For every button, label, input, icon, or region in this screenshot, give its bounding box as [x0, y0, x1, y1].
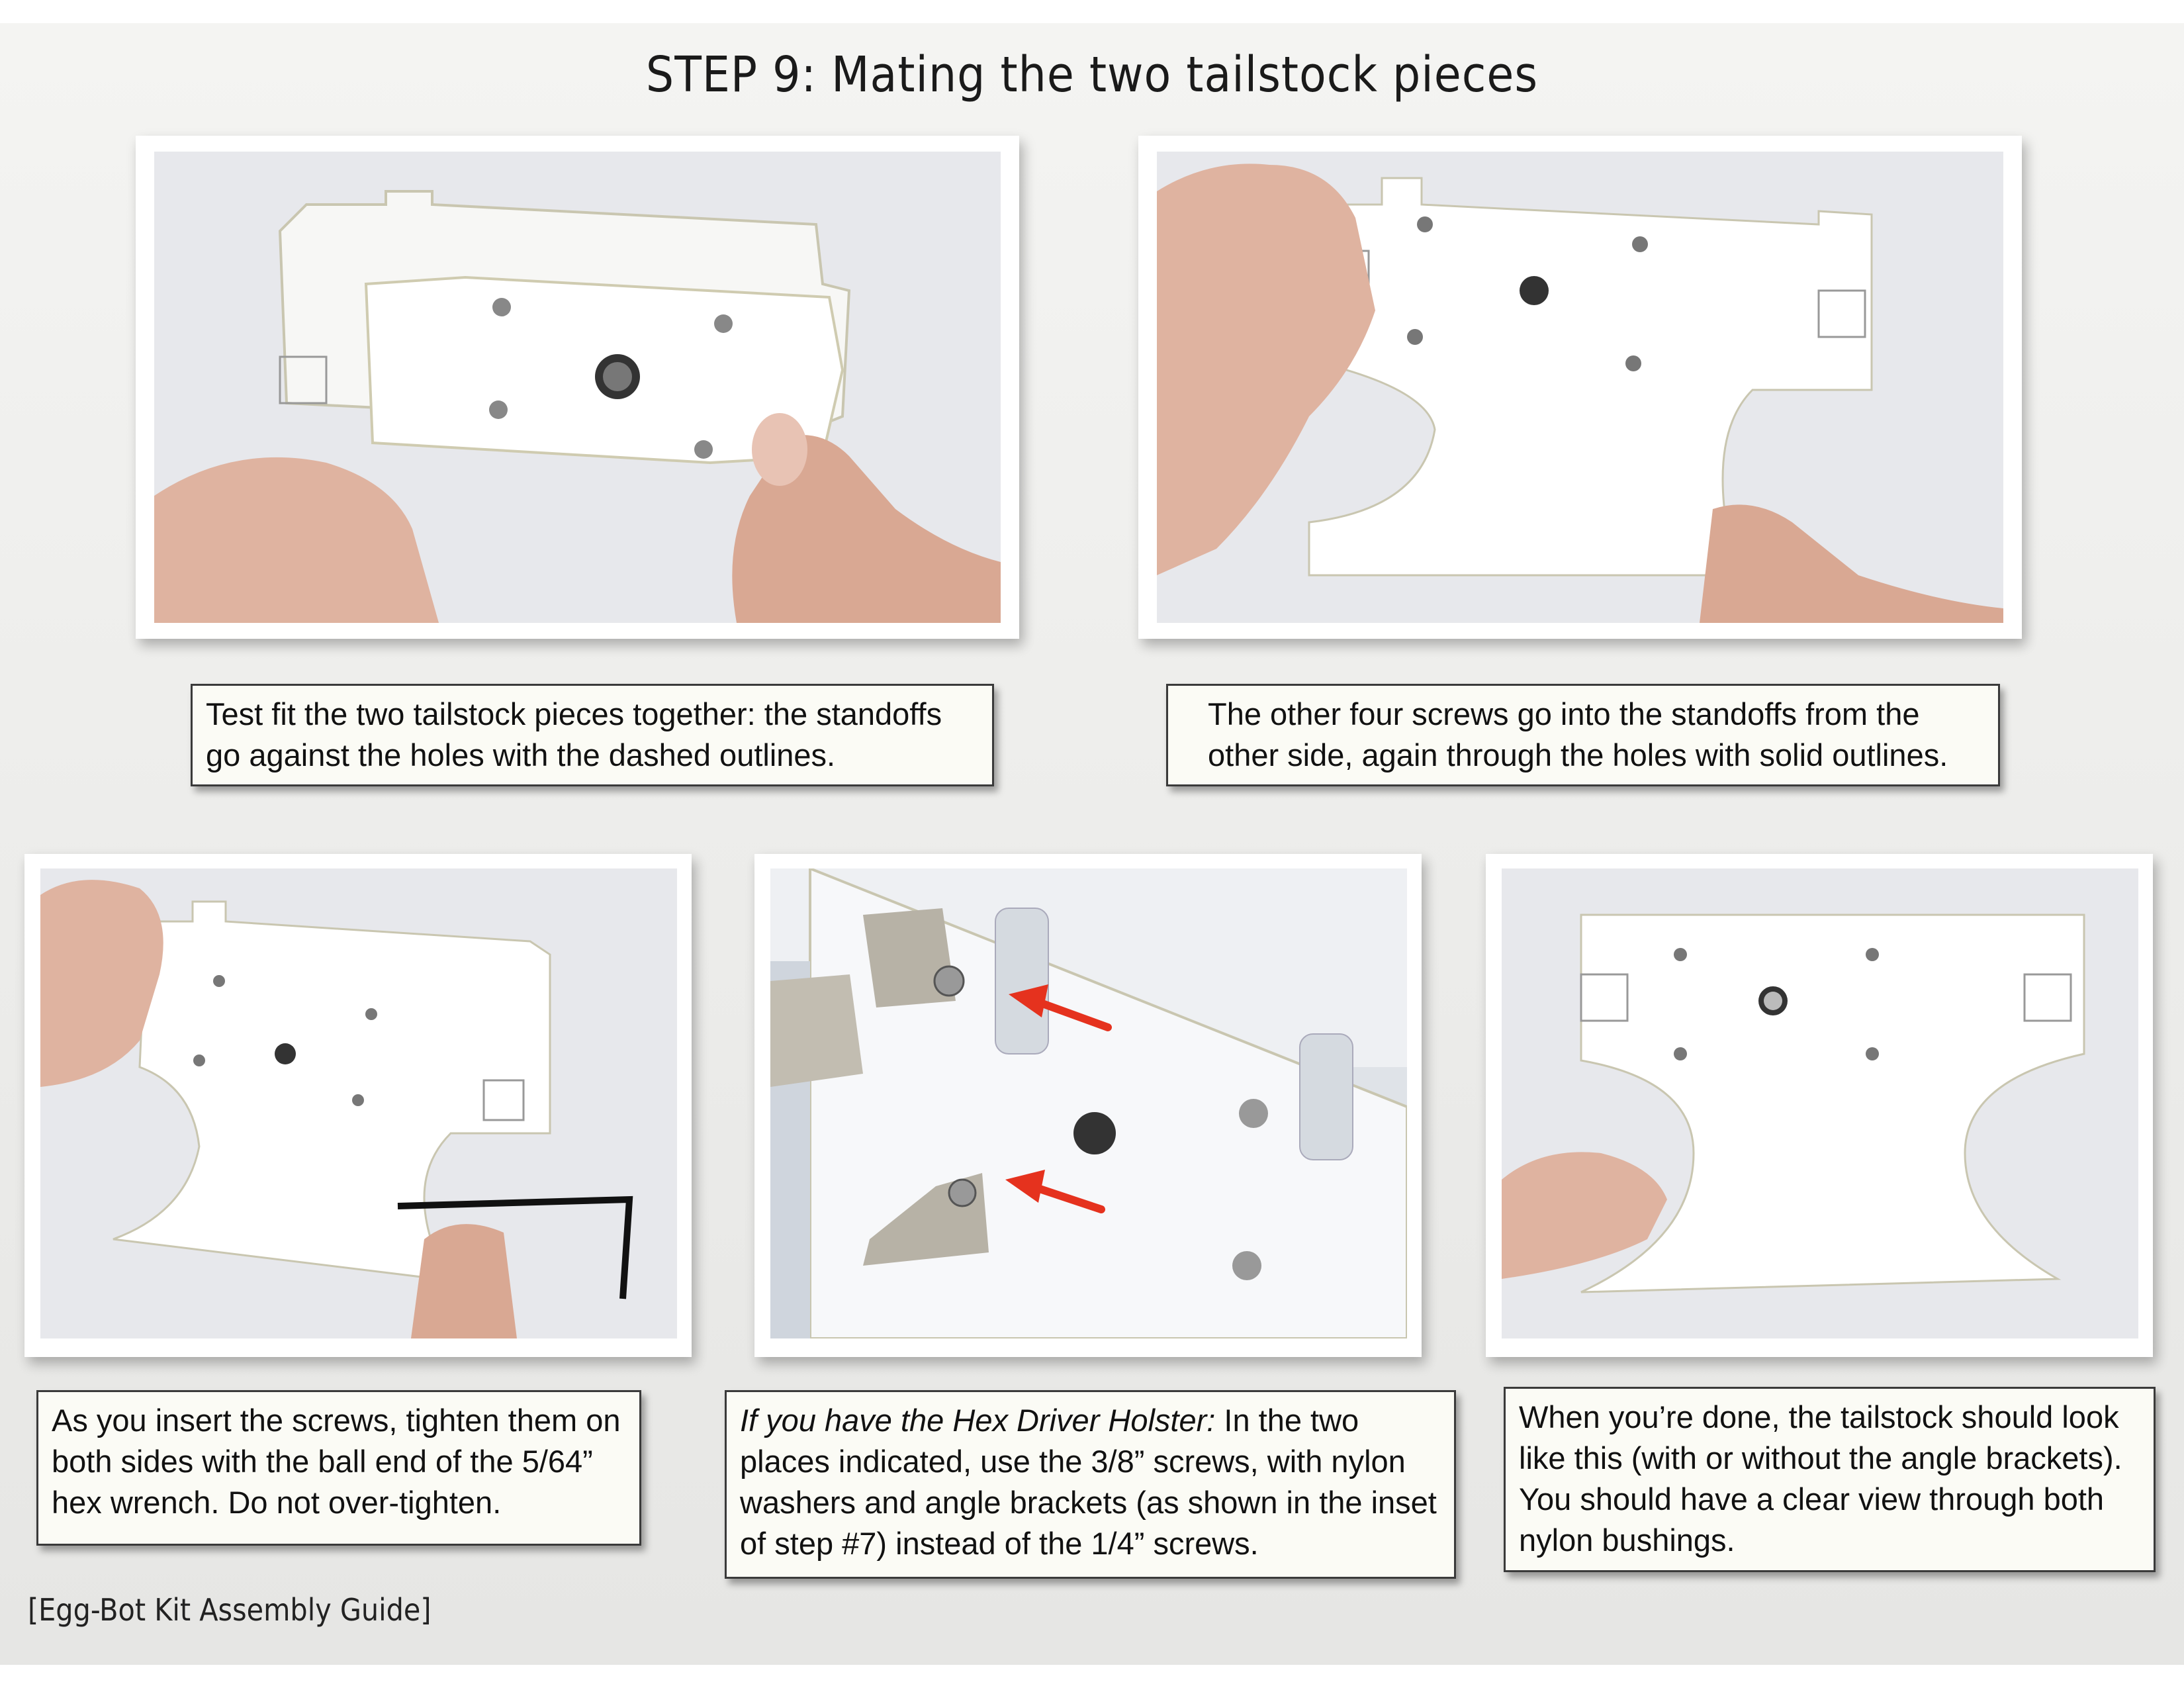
- photo-angle-brackets: [754, 854, 1422, 1357]
- caption-tighten: [36, 1390, 641, 1546]
- photo-other-side: [1138, 136, 2022, 639]
- page-title: STEP 9: Mating the two tailstock pieces: [645, 46, 1539, 103]
- caption-text: The other four screws go into the standoffs from the other side, again through the holes with solid outlines.: [1208, 696, 1948, 773]
- caption-italic: If you have the Hex Driver Holster:: [740, 1403, 1216, 1438]
- photo-test-fit: [136, 136, 1019, 639]
- footer-guide-name: [Egg-Bot Kit Assembly Guide]: [28, 1592, 432, 1628]
- photo-finished-tailstock: [1486, 854, 2153, 1357]
- caption-text: In the two places indicated, use the 3/8” screws, with nylon washers and angle brackets (as shown in the inset of step #7) instead of the 1/4” screws.: [740, 1403, 1437, 1561]
- caption-done: [1504, 1387, 2156, 1572]
- caption-text: Test fit the two tailstock pieces together: the standoffs go against the holes with the dashed outlines.: [206, 696, 942, 773]
- caption-other-screws: [1166, 684, 2000, 786]
- photo-tighten-screws: [24, 854, 692, 1357]
- caption-hex-holster: [725, 1390, 1456, 1579]
- caption-test-fit: [191, 684, 994, 786]
- caption-text: When you’re done, the tailstock should look like this (with or without the angle brackets). You should have a clear view through both nylon bushings.: [1519, 1399, 2122, 1558]
- caption-text: As you insert the screws, tighten them on both sides with the ball end of the 5/64” hex wrench. Do not over-tighten.: [52, 1403, 621, 1520]
